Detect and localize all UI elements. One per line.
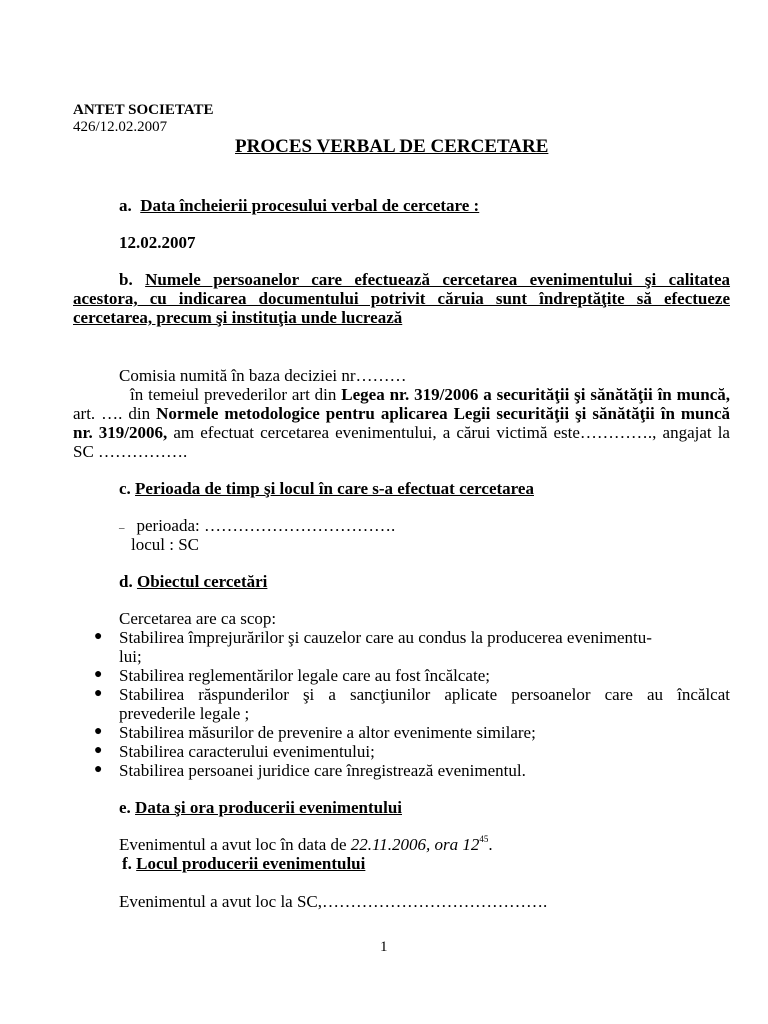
event-date-prefix: Evenimentul a avut loc în data de <box>119 835 351 854</box>
bullet-icon: ● <box>94 667 103 682</box>
section-e-letter: e. <box>119 798 131 817</box>
list-item-continuation: lui; <box>119 647 142 666</box>
list-item: Stabilirea răspunderilor şi a sancţiunilor aplicate persoanelor care au încălcat <box>119 685 730 704</box>
event-date-line <box>119 835 493 854</box>
list-item: Stabilirea măsurilor de prevenire a altor evenimente similare; <box>119 723 536 742</box>
event-location-line: Evenimentul a avut loc la SC,…………………………………. <box>119 892 548 911</box>
section-f-heading <box>122 854 365 873</box>
bullet-icon: ● <box>94 629 103 644</box>
page-title: PROCES VERBAL DE CERCETARE <box>235 136 549 157</box>
list-item-continuation: prevederile legale ; <box>119 704 250 723</box>
norms-reference: Normele metodologice pentru aplicarea Legii securităţii şi sănătăţii în muncă nr. 319/2006, <box>73 404 730 442</box>
legal-basis-end: am efectuat cercetarea evenimentului, a cărui victimă este…………., angajat la SC ……………. <box>73 423 730 461</box>
place-line: locul : SC <box>131 535 200 554</box>
section-a-heading <box>119 196 479 215</box>
section-d-title: Obiectul cercetări <box>136 572 268 591</box>
section-d-heading <box>119 572 267 591</box>
section-d-letter: d. <box>119 572 133 591</box>
section-b-heading <box>73 270 730 327</box>
section-a-date: 12.02.2007 <box>119 233 196 252</box>
event-date-time: 22.11.2006, ora 12 <box>350 835 480 854</box>
section-f-letter: f. <box>122 854 132 873</box>
section-c-title: Perioada de timp şi locul în care s-a efectuat cercetarea <box>135 479 534 498</box>
law-reference: Legea nr. 319/2006 a securităţii şi sănătăţii în muncă, <box>341 385 730 404</box>
legal-basis-mid: art. …. din <box>73 404 157 423</box>
section-a-title: Data încheierii procesului verbal de cercetare : <box>140 196 480 215</box>
list-item: Stabilirea reglementărilor legale care au fost încălcate; <box>119 666 490 685</box>
bullet-icon: ● <box>94 724 103 739</box>
list-item: Stabilirea caracterului evenimentului; <box>119 742 375 761</box>
period-text: perioada: ……………………………. <box>136 516 396 535</box>
section-a-letter: a. <box>119 196 132 215</box>
bullet-icon: ● <box>94 762 103 777</box>
section-b-title: Numele persoanelor care efectuează cercetarea evenimentului şi calitatea acestora, cu indicarea documentului potrivit căruia sunt îndreptăţite să efectueze cercetarea, precum şi instituţia unde lucrează <box>73 270 731 327</box>
list-item: Stabilirea persoanei juridice care înregistrează evenimentul. <box>119 761 526 780</box>
section-e-heading <box>119 798 402 817</box>
section-b-letter: b. <box>119 270 133 289</box>
section-f-title: Locul producerii evenimentului <box>136 854 366 873</box>
company-header: ANTET SOCIETATE <box>73 102 214 118</box>
legal-basis-start: în temeiul prevederilor art din <box>130 385 342 404</box>
event-minutes: 45 <box>479 834 489 845</box>
section-e-title: Data şi ora producerii evenimentului <box>135 798 402 817</box>
list-item: Stabilirea împrejurărilor şi cauzelor care au condus la producerea evenimentu- <box>119 628 652 647</box>
legal-basis-paragraph <box>73 385 730 461</box>
section-c-letter: c. <box>119 479 131 498</box>
event-date-suffix: . <box>488 835 493 854</box>
document-reference: 426/12.02.2007 <box>73 119 168 135</box>
bullet-icon: ● <box>94 743 103 758</box>
section-c-heading <box>119 479 534 498</box>
scope-intro: Cercetarea are ca scop: <box>119 609 277 628</box>
dash-marker: – <box>119 522 125 534</box>
bullet-icon: ● <box>94 686 103 701</box>
page-number: 1 <box>380 939 388 955</box>
commission-line: Comisia numită în baza deciziei nr……… <box>119 366 407 385</box>
